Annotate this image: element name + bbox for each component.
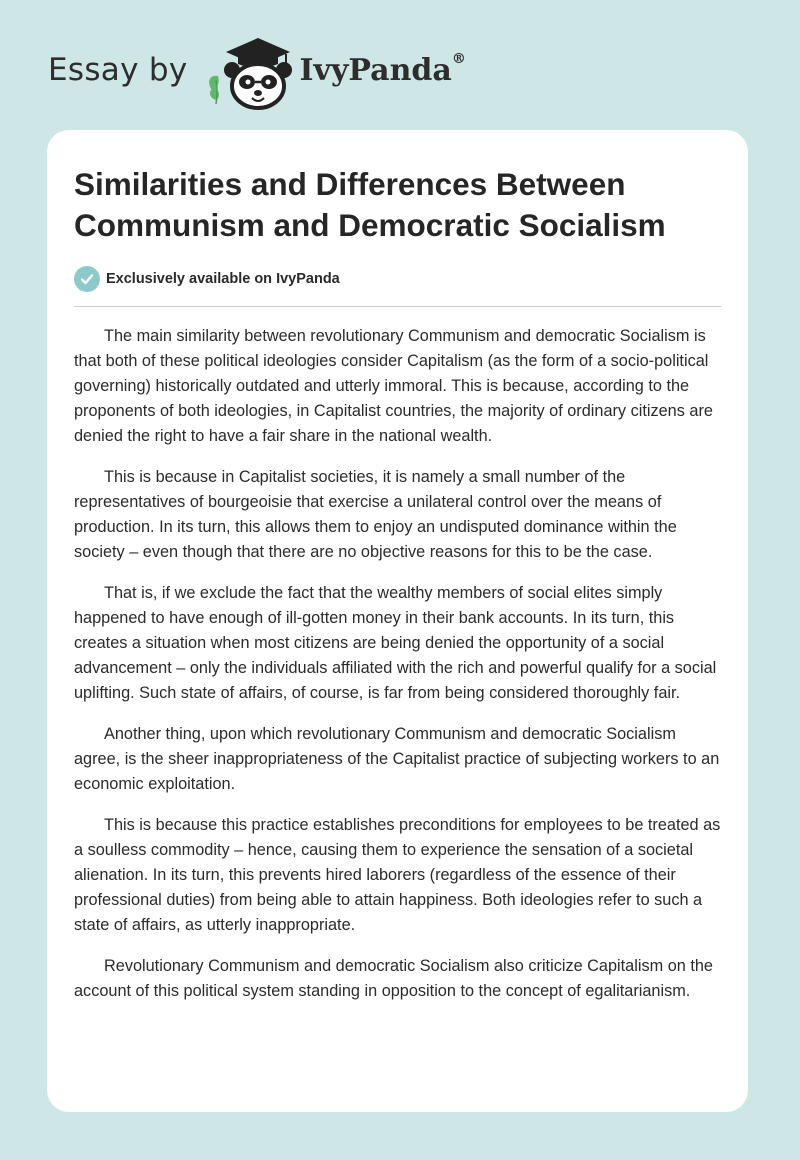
- essay-paragraph: This is because in Capitalist societies, it is namely a small number of the representatives of bourgeoisie that exercise a unilateral control over the means of production. In its turn, this allows them to enjoy an undisputed dominance within the society – even though that there are no objective reasons for this to be the case.: [74, 468, 677, 561]
- brand-label: IvyPanda: [299, 52, 452, 88]
- panda-graduate-icon[interactable]: [202, 30, 294, 110]
- essay-title: Similarities and Differences Between Communism and Democratic Socialism: [74, 166, 666, 243]
- essay-card: [47, 130, 748, 1112]
- essay-by-label: Essay by: [48, 52, 188, 88]
- site-header: [48, 30, 466, 110]
- essay-paragraph: Revolutionary Communism and democratic Socialism also criticize Capitalism on the account of this political system standing in opposition to the concept of egalitarianism.: [74, 957, 713, 1000]
- essay-paragraph: The main similarity between revolutionary Communism and democratic Socialism is that both of these political ideologies consider Capitalism (as the form of a socio-political governing) historically outdated and utterly immoral. This is because, according to the proponents of both ideologies, in Capitalist countries, the majority of ordinary citizens are denied the right to have a fair share in the national wealth.: [74, 327, 713, 445]
- essay-paragraph: Another thing, upon which revolutionary Communism and democratic Socialism agree, is the sheer inappropriateness of the Capitalist practice of subjecting workers to an economic exploitation.: [74, 725, 720, 793]
- essay-paragraph: This is because this practice establishes preconditions for employees to be treated as a soulless commodity – hence, causing them to experience the sensation of a societal alienation. In its turn, this prevents hired laborers (regardless of the essence of their professional duties) from being able to attain happiness. Both ideologies refer to such a state of affairs, as utterly inappropriate.: [74, 816, 721, 934]
- essay-body: [74, 324, 722, 1004]
- registered-mark: ®: [451, 50, 466, 67]
- check-circle-icon: [74, 266, 100, 292]
- essay-paragraph: That is, if we exclude the fact that the wealthy members of social elites simply happened to have enough of ill-gotten money in their bank accounts. In its turn, this creates a situation when most citizens are being denied the opportunity of a social advancement – only the individuals affiliated with the rich and powerful qualify for a social uplifting. Such state of affairs, of course, is far from being considered thoroughly fair.: [74, 584, 717, 702]
- brand-name[interactable]: [299, 50, 466, 88]
- exclusive-badge: [74, 266, 722, 307]
- exclusive-badge-label: Exclusively available on IvyPanda: [106, 271, 340, 287]
